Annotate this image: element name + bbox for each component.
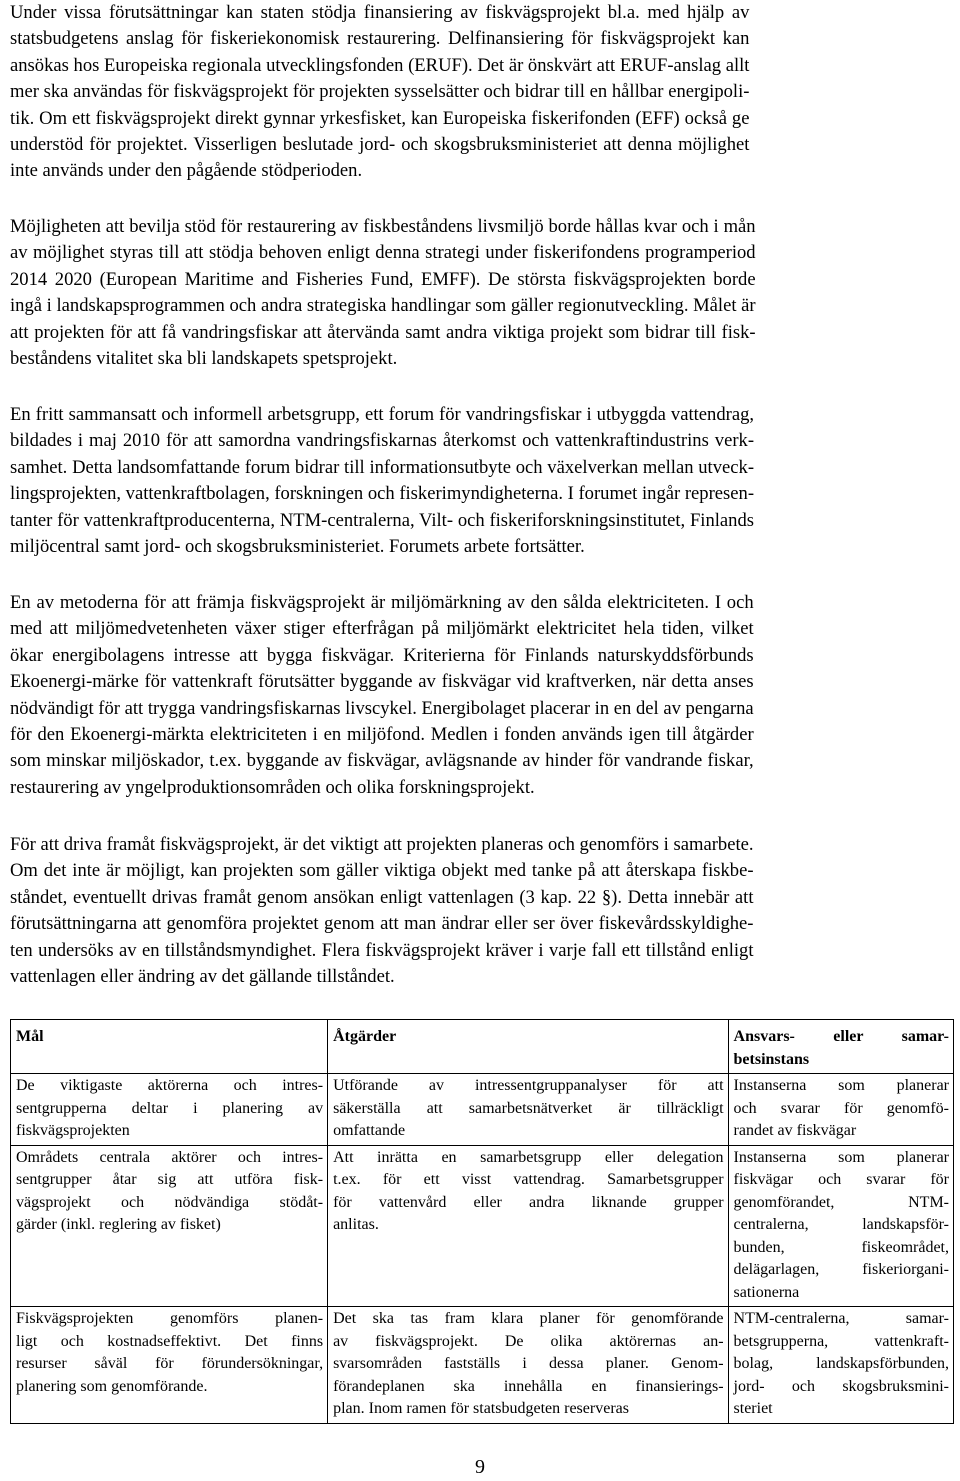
text-line: samhet. Detta landsomfattande forum bidrar till informationsutbyte och växelverkan mellan utveck- [10, 456, 755, 478]
text-line: av fiskvägsprojekt. De olika aktörernas an- [333, 1332, 724, 1350]
text-line: Under vissa förutsättningar kan staten stödja finansiering av fiskvägsprojekt bl.a. med hjälp av [10, 2, 750, 23]
text-line: Ekoenergi-märke för vattenkraft förutsätter byggande av fiskvägar vid kraftverken, när detta anses [10, 671, 754, 693]
cell-goal [11, 1145, 328, 1307]
text-line: Möjligheten att bevilja stöd för restaurering av fiskbeståndens livsmiljö borde hållas kvar och i mån [10, 216, 756, 237]
text-line: För att driva framåt fiskvägsprojekt, är det viktigt att projekten planeras och genomförs i samarbete. [10, 834, 754, 855]
text-line: att projekten för att få vandringsfiskar att återvända samt andra viktiga projekt som bidrar till fisk- [10, 321, 756, 343]
text-line: statsbudgetens anslag för fiskeriekonomisk restaurering. Delfinansiering för fiskvägsprojekt kan [10, 28, 750, 50]
text-line: ansökas hos Europeiska regionala utvecklingsfonden (ERUF). Det är önskvärt att ERUF-anslag allt [10, 54, 750, 76]
text-line: gärder (inkl. reglering av fisket) [16, 1216, 221, 1233]
text-line: Fiskvägsprojekten genomförs planen- [16, 1310, 324, 1327]
text-line: sationerna [733, 1283, 800, 1301]
text-line: Det ska tas fram klara planer för genomförande [333, 1310, 724, 1327]
text-line: ingå i landskapsprogrammen och andra strategiska handlingar som gäller regionutveckling. Målet är [10, 295, 756, 317]
text-line: Att inrätta en samarbetsgrupp eller delegation [333, 1148, 724, 1166]
text-line: säkerställa att samarbetsnätverket är tillräckligt [333, 1099, 724, 1117]
text-line: 2014 2020 (European Maritime and Fisheries Fund, EMFF). De största fiskvägsprojekten borde [10, 268, 756, 290]
text-line: plan. Inom ramen för statsbudgeten reserveras [333, 1400, 629, 1417]
text-line: bolag, landskapsförbunden, [733, 1355, 949, 1372]
text-line: för den Ekoenergi-märkta elektriciteten i en miljöfond. Medlen i fonden används igen till åtgärder [10, 724, 754, 746]
cell-action [328, 1307, 728, 1424]
text-line: tik. Om ett fiskvägsprojekt direkt gynnar yrkesfisket, kan Europeiska fiskerifonden (EFF) också ge [10, 107, 750, 129]
text-line: Instanserna som planerar [733, 1077, 949, 1094]
cell-responsible [728, 1145, 953, 1307]
text-line: Åtgärder [333, 1028, 397, 1045]
text-line: ökar energibolagens intresse att bygga fiskvägar. Kriterierna för Finlands naturskyddsförbunds [10, 644, 754, 666]
goals-table [10, 1019, 954, 1424]
text-line: vattenlagen eller ändring av det gällande tillståndet. [10, 966, 395, 988]
text-line: Utförande av intressentgruppanalyser för att [333, 1077, 724, 1094]
paragraph-eco-labelling [10, 590, 754, 801]
header-responsible [728, 1020, 953, 1074]
paragraph-working-group [10, 402, 754, 560]
text-line: med att miljömedvetenheten växer stiger efterfrågan på miljömärkt elektricitet hela tiden, vilket [10, 618, 754, 640]
paragraph-cooperation [10, 832, 754, 990]
text-line: beståndens vitalitet ska bli landskapets spetsprojekt. [10, 348, 398, 370]
text-line: Mål [16, 1028, 44, 1045]
text-line: ligt och kostnadseffektivt. Det finns [16, 1332, 324, 1350]
text-line: som minskar miljöskador, t.ex. byggande av fiskvägar, avlägsnande av hinder för vandrande fiskar, [10, 750, 754, 772]
text-line: sentgrupperna deltar i planering av [16, 1099, 324, 1117]
table-header-row [11, 1020, 954, 1074]
text-line: anlitas. [333, 1216, 379, 1233]
header-goal [11, 1020, 328, 1074]
cell-action [328, 1145, 728, 1307]
text-line: sentgrupper åtar sig att utföra fisk- [16, 1171, 324, 1188]
text-line: t.ex. för ett visst vattendrag. Samarbetsgrupper [333, 1171, 724, 1188]
text-line: De viktigaste aktörerna och intres- [16, 1077, 324, 1094]
paragraph-support-possibility [10, 214, 756, 372]
text-line: tanter för vattenkraftproducenterna, NTM-centralerna, Vilt- och fiskeriforskningsinstitutet, Finlands [10, 509, 755, 531]
text-line: omfattande [333, 1122, 406, 1139]
text-line: ten undersöks av en tillståndsmyndighet. Flera fiskvägsprojekt kräver i varje fall ett tillstånd enligt [10, 939, 754, 961]
text-line: centralerna, landskapsför- [733, 1216, 949, 1233]
text-line: betsgrupperna, vattenkraft- [733, 1332, 949, 1350]
text-line: En av metoderna för att främja fiskvägsprojekt är miljömärkning av den sålda elektriciteten. I och [10, 592, 754, 613]
text-line: lingsprojekten, vattenkraftbolagen, forskningen och fiskerimyndigheterna. I forumet ingår represen- [10, 483, 755, 505]
table-row [11, 1074, 954, 1146]
text-line: nödvändigt för att trygga vandringsfiskarnas livscykel. Energibolaget placerar in en del av pengarna [10, 697, 754, 719]
text-line: restaurering av yngelproduktionsområden och olika forskningsprojekt. [10, 776, 535, 798]
text-line: Ansvars- eller samar- [733, 1028, 949, 1045]
text-line: vägsprojekt och nödvändiga stödåt- [16, 1193, 324, 1211]
text-line: jord- och skogsbruksmini- [733, 1377, 949, 1395]
cell-goal [11, 1074, 328, 1146]
text-line: Områdets centrala aktörer och intres- [16, 1148, 324, 1166]
text-line: resurser såväl för förundersökningar, [16, 1355, 324, 1372]
text-line: av möjlighet styras till att stödja behoven enligt denna strategi under fiskerifondens programperiod [10, 242, 756, 264]
table-row [11, 1145, 954, 1307]
text-line: miljöcentral samt jord- och skogsbruksministeriet. Forumets arbete fortsätter. [10, 536, 585, 558]
cell-action [328, 1074, 728, 1146]
text-line: inte används under den pågående stödperioden. [10, 160, 363, 182]
text-line: planering som genomförande. [16, 1377, 208, 1395]
text-line: fiskvägsprojekten [16, 1122, 130, 1139]
text-line: steriet [733, 1400, 773, 1417]
header-actions [328, 1020, 728, 1074]
text-line: understöd för projektet. Visserligen beslutade jord- och skogsbruksministeriet att denna möjlighet [10, 134, 750, 156]
text-line: förutsättningarna att genomföra projektet genom att man ändrar eller ser över fiskevårdsskyldighe- [10, 913, 754, 935]
text-line: och svarar för genomfö- [733, 1099, 949, 1117]
text-line: för vattenvård eller andra liknande grupper [333, 1193, 724, 1211]
text-line: svarsområden fastställs i dessa planer. Genom- [333, 1355, 724, 1372]
text-line: delägarlagen, fiskeriorgani- [733, 1261, 949, 1278]
cell-responsible [728, 1074, 953, 1146]
text-line: randet av fiskvägar [733, 1122, 857, 1139]
page-number: 9 [475, 1456, 485, 1478]
text-line: bunden, fiskeområdet, [733, 1238, 949, 1256]
text-line: förandeplanen ska innehålla en finansierings- [333, 1377, 724, 1395]
text-line: genomförandet, NTM- [733, 1193, 949, 1211]
table-row [11, 1307, 954, 1424]
paragraph-financing [10, 0, 749, 185]
text-line: fiskvägar och svarar för [733, 1171, 949, 1188]
text-line: Instanserna som planerar [733, 1148, 949, 1166]
text-line: mer ska användas för fiskvägsprojekt för projekten sysselsätter och bidrar till en hållbar energipoli- [10, 81, 750, 103]
cell-goal [11, 1307, 328, 1424]
cell-responsible [728, 1307, 953, 1424]
text-line: bildades i maj 2010 för att samordna vandringsfiskarnas återkomst och vattenkraftindustrins verk- [10, 430, 755, 452]
text-line: Om det inte är möjligt, kan projekten som gäller viktiga objekt med tanke på att återskapa fiskbe- [10, 860, 754, 882]
text-line: En fritt sammansatt och informell arbetsgrupp, ett forum för vandringsfiskar i utbyggda vattendrag, [10, 404, 755, 425]
text-line: ståndet, eventuellt drivas framåt genom ansökan enligt vattenlagen (3 kap. 22 §). Detta innebär att [10, 886, 754, 908]
text-line: betsinstans [733, 1050, 810, 1068]
text-line: NTM-centralerna, samar- [733, 1310, 949, 1327]
